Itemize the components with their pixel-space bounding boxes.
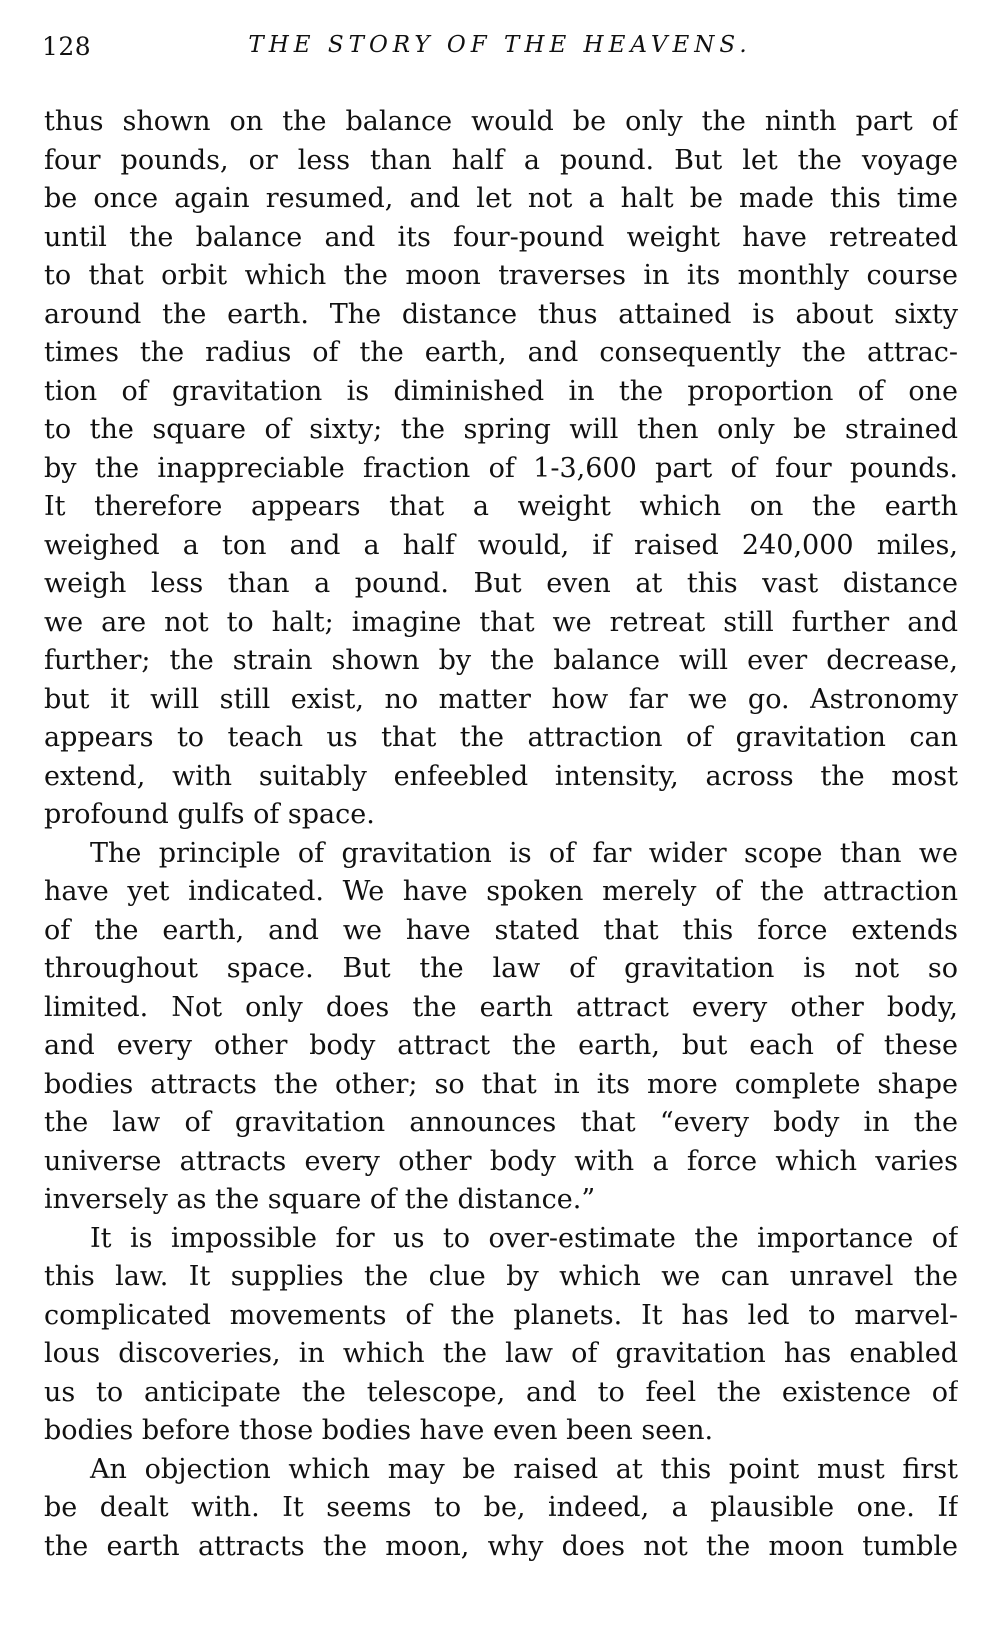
text-line: until the balance and its four-pound weight have retreated [44, 221, 958, 253]
text-line: limited. Not only does the earth attract every other body, [44, 991, 958, 1023]
text-line: bodies before those bodies have even been seen. [44, 1415, 714, 1446]
text-line: thus shown on the balance would be only the ninth part of [44, 106, 958, 137]
text-line: universe attracts every other body with a force which varies [44, 1145, 958, 1177]
paragraph-2 [44, 835, 958, 1220]
text-line: weighed a ton and a half would, if raised 240,000 miles, [44, 529, 958, 561]
text-line: It therefore appears that a weight which on the earth [44, 491, 958, 522]
text-line: us to anticipate the telescope, and to feel the existence of [44, 1376, 958, 1408]
text-line: to that orbit which the moon traverses in its monthly course [44, 260, 958, 291]
text-line: tion of gravitation is diminished in the proportion of one [44, 375, 958, 407]
text-line: of the earth, and we have stated that this force extends [44, 914, 958, 946]
text-line: throughout space. But the law of gravitation is not so [44, 953, 958, 984]
text-line: The principle of gravitation is of far wider scope than we [90, 837, 958, 869]
text-line: four pounds, or less than half a pound. But let the voyage [44, 144, 958, 176]
text-line: appears to teach us that the attraction of gravitation can [44, 722, 958, 753]
text-line: be dealt with. It seems to be, indeed, a plausible one. If [44, 1492, 958, 1523]
text-line: weigh less than a pound. But even at this vast distance [44, 568, 958, 599]
paragraph-3 [44, 1220, 958, 1451]
text-line: times the radius of the earth, and consequently the attrac- [44, 337, 958, 368]
text-line: we are not to halt; imagine that we retreat still further and [44, 606, 958, 638]
text-line: extend, with suitably enfeebled intensity, across the most [44, 760, 958, 792]
text-line: be once again resumed, and let not a halt be made this time [44, 183, 958, 214]
text-line: and every other body attract the earth, but each of these [44, 1030, 958, 1061]
body-text [44, 103, 958, 1566]
text-line: It is impossible for us to over-estimate the importance of [90, 1222, 958, 1254]
text-line: complicated movements of the planets. It has led to marvel- [44, 1299, 958, 1331]
paragraph-1 [44, 103, 958, 835]
text-line: to the square of sixty; the spring will then only be strained [44, 414, 958, 445]
text-line: around the earth. The distance thus attained is about sixty [44, 298, 958, 330]
paragraph-4 [44, 1451, 958, 1567]
running-head [42, 32, 958, 72]
text-line: the law of gravitation announces that “every body in the [44, 1107, 958, 1138]
text-line: the earth attracts the moon, why does not the moon tumble [44, 1530, 958, 1562]
text-line: lous discoveries, in which the law of gravitation has enabled [44, 1338, 958, 1369]
text-line: further; the strain shown by the balance will ever decrease, [44, 645, 958, 676]
text-line: but it will still exist, no matter how far we go. Astronomy [44, 683, 958, 715]
text-line: have yet indicated. We have spoken merely of the attraction [44, 876, 958, 907]
text-line: profound gulfs of space. [44, 799, 375, 830]
text-line: by the inappreciable fraction of 1-3,600 part of four pounds. [44, 452, 958, 484]
text-line: inversely as the square of the distance.” [44, 1184, 596, 1215]
text-line: this law. It supplies the clue by which we can unravel the [44, 1261, 958, 1292]
page-number: 128 [42, 32, 92, 61]
text-line: bodies attracts the other; so that in its more complete shape [44, 1068, 958, 1100]
running-title: THE STORY OF THE HEAVENS. [248, 32, 752, 58]
text-line: An objection which may be raised at this point must first [90, 1453, 958, 1485]
